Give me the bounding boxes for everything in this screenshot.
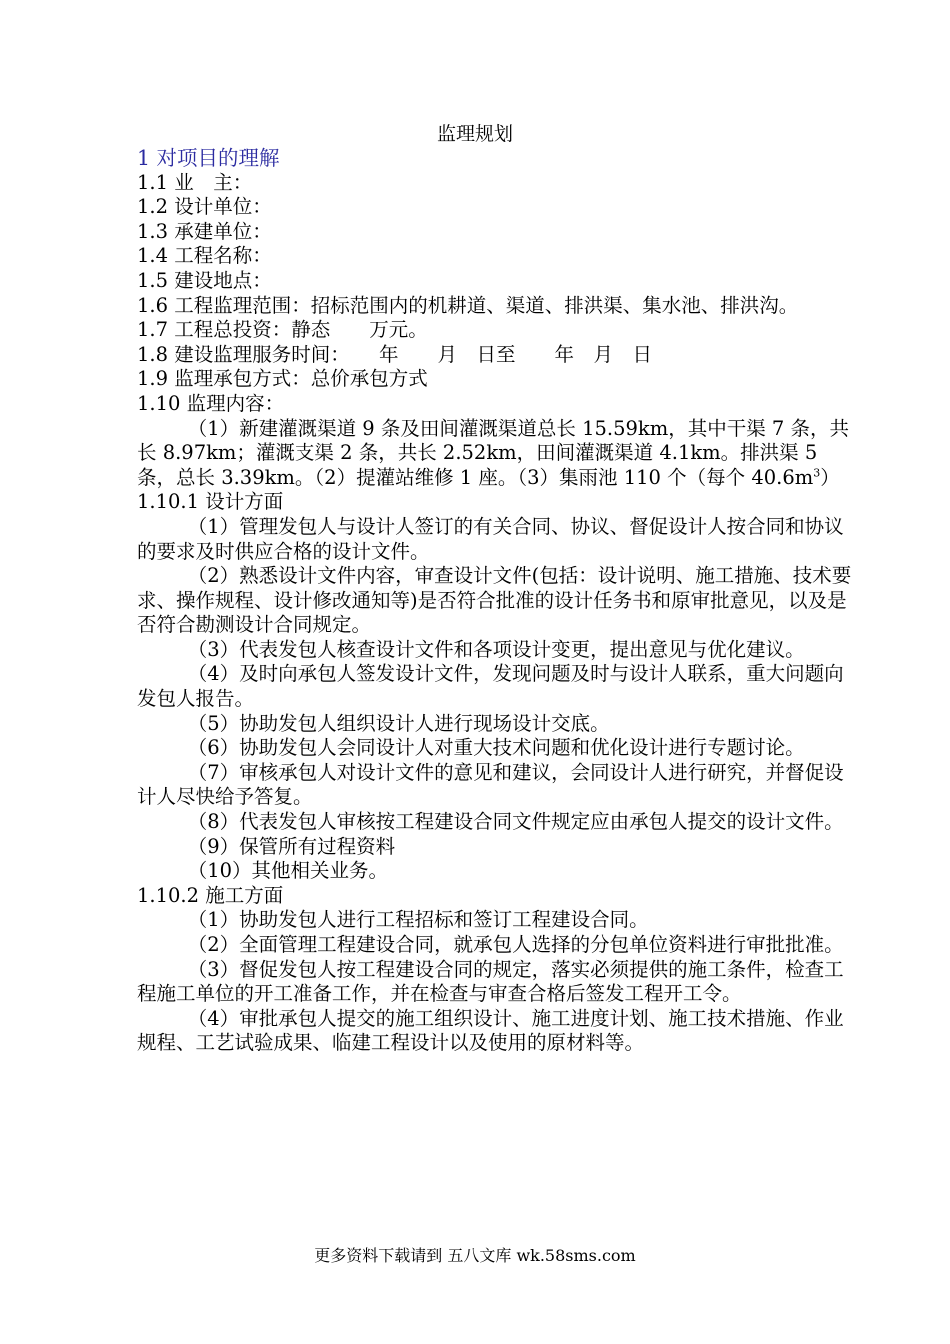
info-line-contract-mode: 1.9 监理承包方式：总价承包方式 <box>137 367 428 391</box>
design-item: （6）协助发包人会同设计人对重大技术问题和优化设计进行专题讨论。 <box>187 736 805 760</box>
info-line-scope: 1.6 工程监理范围：招标范围内的机耕道、渠道、排洪渠、集水池、排洪沟。 <box>137 293 799 317</box>
info-line-contractor: 1.3 承建单位： <box>137 219 272 243</box>
construction-item: （3）督促发包人按工程建设合同的规定，落实必须提供的施工条件，检查工程施工单位的开工准备工作，并在检查与审查合格后签发工程开工令。 <box>137 957 844 1006</box>
document-title: 监理规划 <box>436 123 513 145</box>
info-line-investment: 1.7 工程总投资：静态 万元。 <box>137 318 428 342</box>
section-heading: 1 对项目的理解 <box>137 146 280 170</box>
design-item: （4）及时向承包人签发设计文件，发现问题及时与设计人联系，重大问题向发包人报告。 <box>137 662 844 711</box>
design-item: （5）协助发包人组织设计人进行现场设计交底。 <box>187 711 610 735</box>
info-line-location: 1.5 建设地点： <box>137 268 272 292</box>
document-body <box>137 146 862 1056</box>
design-item: （3）代表发包人核查设计文件和各项设计变更，提出意见与优化建议。 <box>187 637 805 661</box>
info-line-project-name: 1.4 工程名称： <box>137 244 272 268</box>
info-line-content: 1.10 监理内容： <box>137 391 285 415</box>
info-line-owner: 1.1 业 主： <box>137 170 253 194</box>
info-line-service-time: 1.8 建设监理服务时间： 年 月 日至 年 月 日 <box>137 342 652 366</box>
design-item: （9）保管所有过程资料 <box>187 834 396 858</box>
page-footer[interactable]: 更多资料下载请到 五八文库 wk.58sms.com <box>314 1246 636 1265</box>
design-heading: 1.10.1 设计方面 <box>137 490 284 514</box>
design-item: （8）代表发包人审核按工程建设合同文件规定应由承包人提交的设计文件。 <box>187 810 844 834</box>
info-line-design-unit: 1.2 设计单位： <box>137 195 272 219</box>
content-paragraph-superscript: 3 <box>813 466 821 480</box>
content-paragraph-text: （1）新建灌溉渠道 9 条及田间灌溉渠道总长 15.59km，其中干渠 7 条，共长 8.97km；灌溉支渠 2 条，共长 2.52km，田间灌溉渠道 4.1km。排洪渠 5 条，总长 3.39km。（2）提灌站维修 1 座。（3）集雨池 110 个（每个 40.6m <box>137 416 850 489</box>
content-paragraph-end: ） <box>820 465 840 489</box>
design-item: （10）其他相关业务。 <box>187 859 389 883</box>
construction-heading: 1.10.2 施工方面 <box>137 883 284 907</box>
construction-item: （2）全面管理工程建设合同，就承包人选择的分包单位资料进行审批批准。 <box>187 933 844 956</box>
design-item: （7）审核承包人对设计文件的意见和建议，会同设计人进行研究，并督促设计人尽快给予答复。 <box>137 760 844 809</box>
construction-item: （4）审批承包人提交的施工组织设计、施工进度计划、施工技术措施、作业规程、工艺试验成果、临建工程设计以及使用的原材料等。 <box>137 1006 844 1055</box>
content-paragraph <box>137 417 862 491</box>
design-item: （2）熟悉设计文件内容，审查设计文件(包括：设计说明、施工措施、技术要求、操作规程、设计修改通知等)是否符合批准的设计任务书和原审批意见，以及是否符合勘测设计合同规定。 <box>137 564 852 637</box>
design-item: （1）管理发包人与设计人签订的有关合同、协议、督促设计人按合同和协议的要求及时供应合格的设计文件。 <box>137 514 844 563</box>
construction-item: （1）协助发包人进行工程招标和签订工程建设合同。 <box>187 908 649 932</box>
